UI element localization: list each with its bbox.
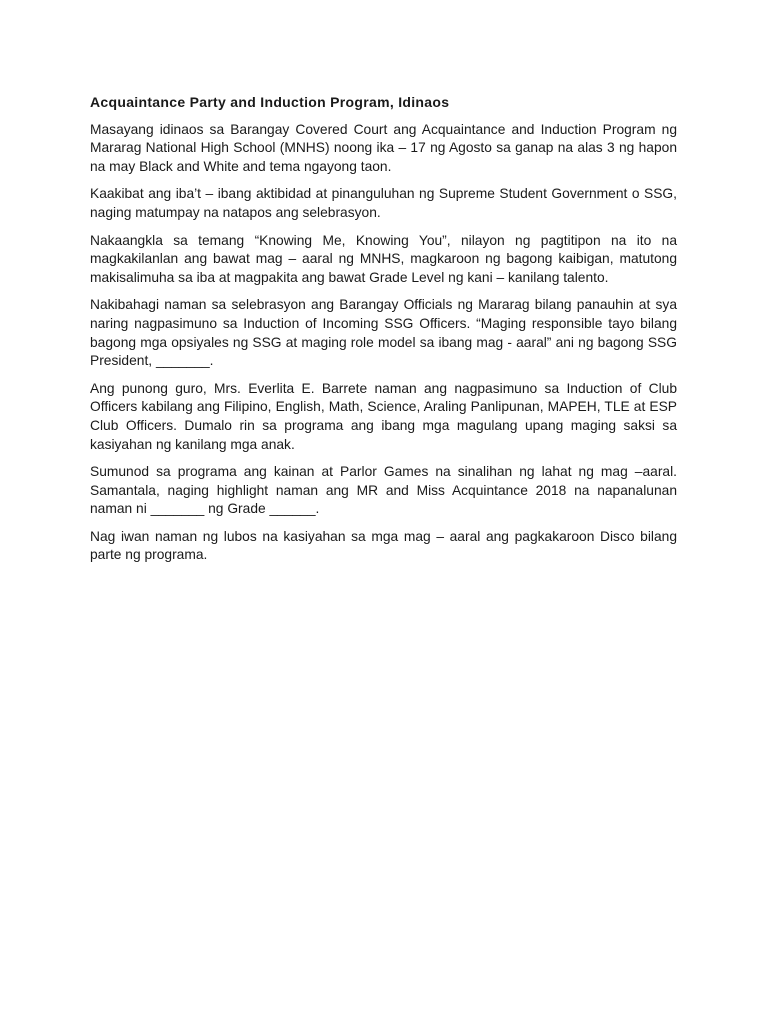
- paragraph-4: Nakibahagi naman sa selebrasyon ang Barangay Officials ng Mararag bilang panauhin at sya naring nagpasimuno sa Induction of Incoming SSG Officers. “Maging responsible tayo bilang bagong mga opsiyales ng SSG at maging role model sa ibang mag - aaral” ani ng bagong SSG President, _______.: [90, 297, 677, 369]
- paragraph-3: Nakaangkla sa temang “Knowing Me, Knowing You”, nilayon ng pagtitipon na ito na magkakilanlan ang bawat mag – aaral ng MNHS, magkaroon ng bagong kaibigan, matutong makisalimuha sa iba at magpakita ang bawat Grade Level ng kani – kanilang talento.: [90, 232, 677, 285]
- paragraph-5: Ang punong guro, Mrs. Everlita E. Barrete naman ang nagpasimuno sa Induction of Club Officers kabilang ang Filipino, English, Math, Science, Araling Panlipunan, MAPEH, TLE at ESP Club Officers. Dumalo rin sa programa ang ibang mga magulang upang maging saksi sa kasiyahan ng kanilang mga anak.: [90, 380, 677, 452]
- paragraph-2: Kaakibat ang iba’t – ibang aktibidad at pinanguluhan ng Supreme Student Government o SSG, naging matumpay na natapos ang selebrasyon.: [90, 186, 677, 220]
- document-page: [90, 93, 677, 574]
- paragraph-6: Sumunod sa programa ang kainan at Parlor Games na sinalihan ng lahat ng mag –aaral. Samantala, naging highlight naman ang MR and Miss Acquintance 2018 na napanalunan naman ni _______ ng Grade ______.: [90, 464, 677, 517]
- paragraph-7: Nag iwan naman ng lubos na kasiyahan sa mga mag – aaral ang pagkakaroon Disco bilang parte ng programa.: [90, 528, 677, 563]
- article-title: Acquaintance Party and Induction Program, Idinaos: [90, 94, 450, 110]
- paragraph-1: Masayang idinaos sa Barangay Covered Court ang Acquaintance and Induction Program ng Mararag National High School (MNHS) noong ika – 17 ng Agosto sa ganap na alas 3 ng hapon na may Black and White and tema ngayong taon.: [90, 121, 677, 174]
